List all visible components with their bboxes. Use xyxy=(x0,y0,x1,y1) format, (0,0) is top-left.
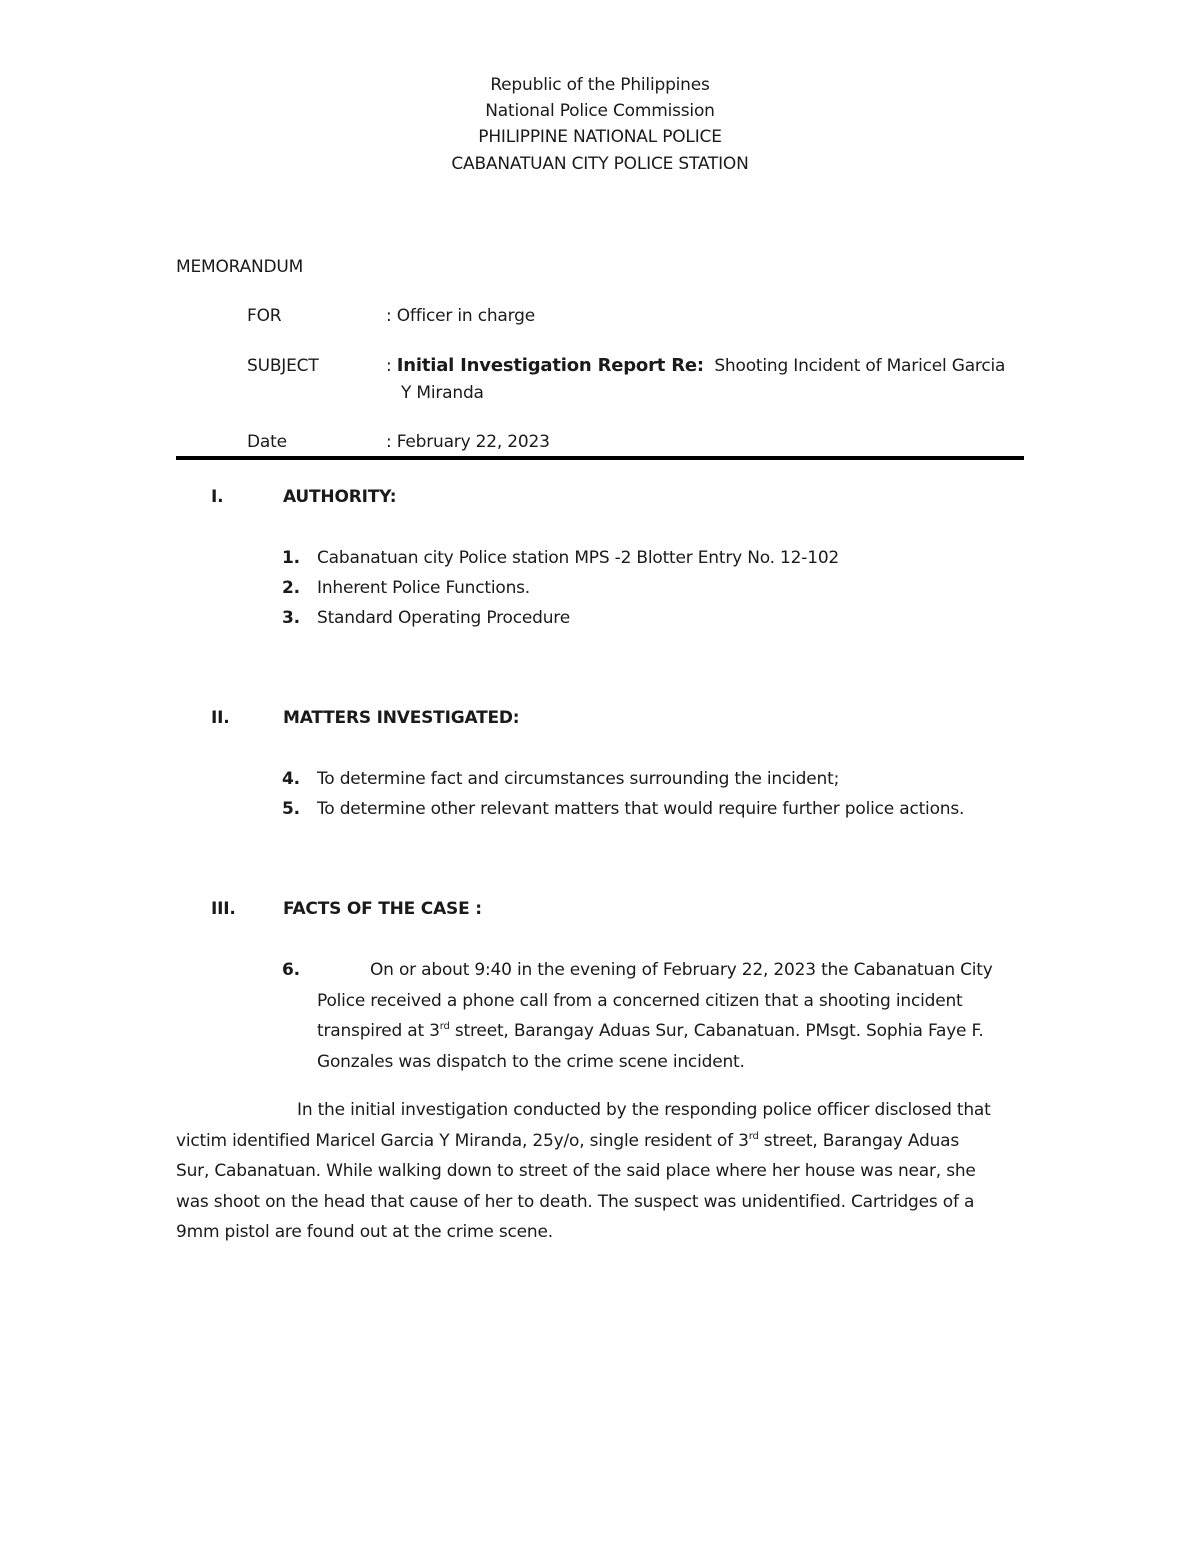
investigation-line: was shoot on the head that cause of her to death. The suspect was unidentified. Cartridges of a xyxy=(176,1191,975,1212)
facts-line: transpired at 3rd street, Barangay Aduas Sur, Cabanatuan. PMsgt. Sophia Faye F. xyxy=(317,1021,984,1041)
header-commission: National Police Commission xyxy=(485,101,715,121)
subject-continuation: Y Miranda xyxy=(401,383,484,403)
header-pnp: PHILIPPINE NATIONAL POLICE xyxy=(478,127,722,147)
investigation-line: 9mm pistol are found out at the crime scene. xyxy=(176,1222,553,1242)
list-item-text: To determine other relevant matters that would require further police actions. xyxy=(317,799,965,819)
list-item-number: 5. xyxy=(282,799,300,819)
investigation-line: In the initial investigation conducted by the responding police officer disclosed that xyxy=(297,1100,991,1120)
ordinal-suffix: rd xyxy=(748,1130,759,1142)
investigation-paragraph xyxy=(176,1095,991,1248)
list-item-number: 3. xyxy=(282,608,300,628)
section-heading-facts: FACTS OF THE CASE : xyxy=(283,899,482,919)
section-numeral-1: I. xyxy=(211,487,224,507)
list-item-number: 2. xyxy=(282,578,300,598)
list-item-text: Cabanatuan city Police station MPS -2 Blotter Entry No. 12-102 xyxy=(317,548,840,568)
for-label: FOR xyxy=(247,306,282,326)
list-item-number: 4. xyxy=(282,769,300,789)
subject-heading: Initial Investigation Report Re: xyxy=(396,355,704,376)
date-label: Date xyxy=(247,432,287,452)
list-item-number: 1. xyxy=(282,548,300,568)
section-heading-matters: MATTERS INVESTIGATED: xyxy=(283,708,520,728)
list-item-number: 6. xyxy=(282,960,300,980)
header-republic: Republic of the Philippines xyxy=(490,75,710,95)
facts-line: Police received a phone call from a concerned citizen that a shooting incident xyxy=(317,990,963,1011)
date-value: : February 22, 2023 xyxy=(386,432,550,452)
subject-colon: : xyxy=(386,356,397,376)
subject-value xyxy=(386,355,1005,376)
investigation-line: victim identified Maricel Garcia Y Miranda, 25y/o, single resident of 3rd street, Barangay Aduas xyxy=(176,1130,960,1151)
subject-label: SUBJECT xyxy=(247,356,319,376)
facts-line: On or about 9:40 in the evening of February 22, 2023 the Cabanatuan City xyxy=(370,960,993,980)
facts-paragraph xyxy=(317,955,993,1077)
ordinal-suffix: rd xyxy=(439,1021,450,1032)
list-item-text: Inherent Police Functions. xyxy=(317,578,531,598)
subject-text: Shooting Incident of Maricel Garcia xyxy=(714,356,1006,376)
header-divider xyxy=(176,456,1024,460)
list-item-text: Standard Operating Procedure xyxy=(317,608,570,628)
section-numeral-2: II. xyxy=(211,708,230,728)
header-station: CABANATUAN CITY POLICE STATION xyxy=(451,154,749,174)
facts-line: Gonzales was dispatch to the crime scene incident. xyxy=(317,1051,745,1072)
investigation-line: Sur, Cabanatuan. While walking down to street of the said place where her house was near, she xyxy=(176,1161,976,1181)
memo-title: MEMORANDUM xyxy=(176,257,304,277)
section-numeral-3: III. xyxy=(211,899,236,919)
for-value: : Officer in charge xyxy=(386,306,535,326)
list-item-text: To determine fact and circumstances surrounding the incident; xyxy=(317,769,840,789)
section-heading-authority: AUTHORITY: xyxy=(283,487,397,507)
